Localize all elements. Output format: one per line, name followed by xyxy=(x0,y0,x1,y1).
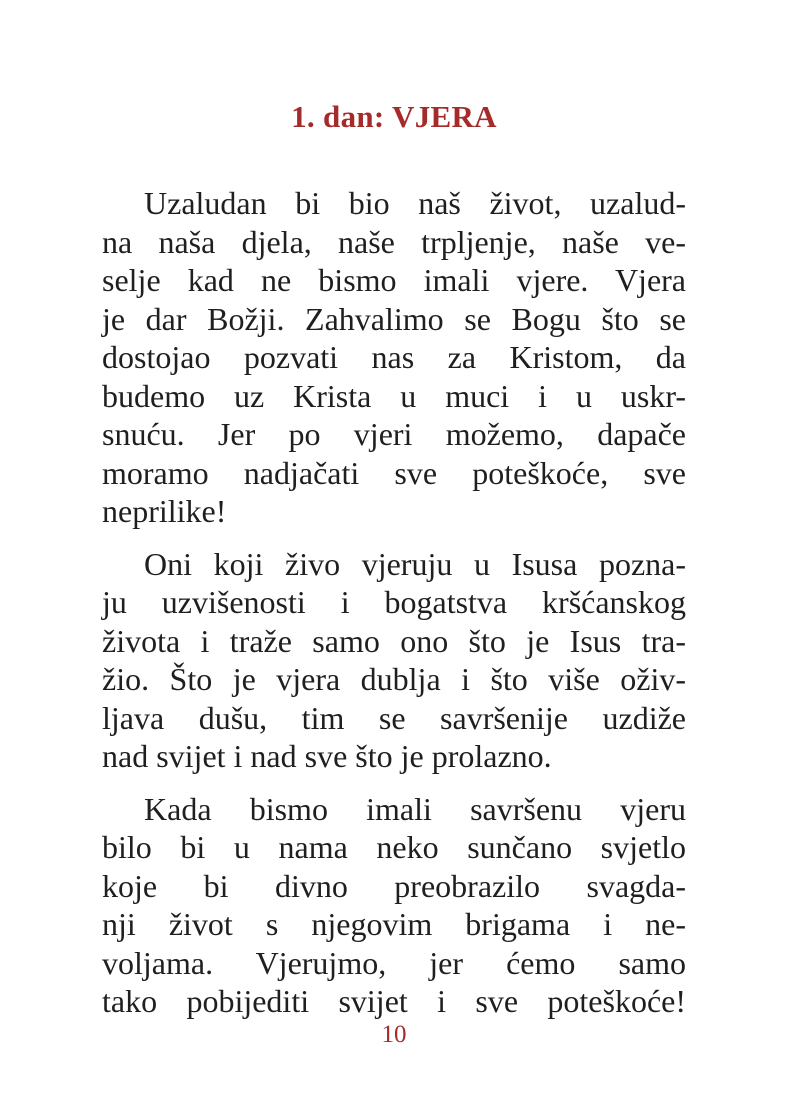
text-line: Kada bismo imali savršenu vjeru xyxy=(144,790,686,827)
text-line: neprilike! xyxy=(102,493,227,529)
page-number: 10 xyxy=(381,1021,407,1048)
text-line: koje bi divno preobrazilo svagda- xyxy=(102,867,686,904)
text-line: ljava dušu, tim se savršenije uzdiže xyxy=(102,699,686,736)
text-line: ju uzvišenosti i bogatstva kršćanskog xyxy=(102,584,686,620)
text-line: nji život s njegovim brigama i ne- xyxy=(102,906,686,942)
chapter-title: 1. dan: VJERA xyxy=(291,99,497,134)
text-line: Oni koji živo vjeruju u Isusa pozna- xyxy=(144,545,686,582)
body-text xyxy=(102,184,686,1021)
text-line: je dar Božji. Zahvalimo se Bogu što se xyxy=(102,300,686,337)
paragraph xyxy=(102,184,686,531)
text-line: Uzaludan bi bio naš život, uzalud- xyxy=(144,185,686,221)
text-line: snuću. Jer po vjeri možemo, dapače xyxy=(102,416,686,452)
text-line: budemo uz Krista u muci i u uskr- xyxy=(102,377,686,414)
text-line: nad svijet i nad sve što je prolazno. xyxy=(102,738,552,774)
text-line: selje kad ne bismo imali vjere. Vjera xyxy=(102,262,686,298)
paragraph xyxy=(102,545,686,776)
text-line: dostojao pozvati nas za Kristom, da xyxy=(102,339,686,375)
text-line: moramo nadjačati sve poteškoće, sve xyxy=(102,454,686,491)
text-line: bilo bi u nama neko sunčano svjetlo xyxy=(102,829,686,865)
text-line: tako pobijediti svijet i sve poteškoće! xyxy=(102,983,686,1019)
text-line: voljama. Vjerujmo, jer ćemo samo xyxy=(102,944,686,981)
text-line: života i traže samo ono što je Isus tra- xyxy=(102,622,686,659)
text-line: žio. Što je vjera dublja i što više oživ- xyxy=(102,661,686,697)
text-line: na naša djela, naše trpljenje, naše ve- xyxy=(102,223,686,260)
paragraph xyxy=(102,790,686,1021)
